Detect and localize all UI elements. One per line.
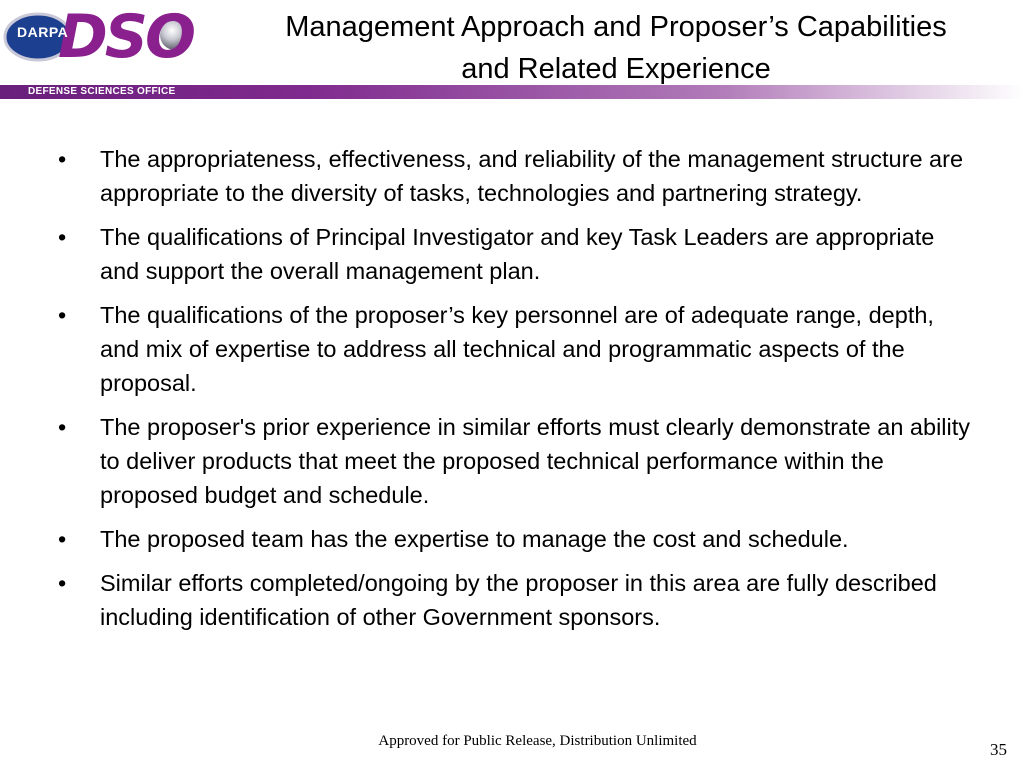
- bullet-text: The qualifications of Principal Investigator and key Task Leaders are appropriate and support the overall management plan.: [100, 224, 935, 284]
- bullet-mark: •: [58, 414, 67, 440]
- bullet-text: The appropriateness, effectiveness, and reliability of the management structure are appropriate to the diversity of tasks, technologies and partnering strategy.: [100, 146, 964, 206]
- bullet-mark: •: [58, 146, 67, 172]
- bullet-mark: •: [58, 224, 67, 250]
- bullet-item: [56, 142, 976, 210]
- bullet-mark: •: [58, 526, 67, 552]
- bullet-item: [56, 298, 976, 400]
- dso-letters: DSO: [58, 2, 194, 72]
- title-line-2: and Related Experience: [461, 53, 771, 85]
- bullet-item: [56, 220, 976, 288]
- bullet-item: [56, 566, 976, 634]
- bullet-mark: •: [58, 302, 67, 328]
- bullet-item: [56, 410, 976, 512]
- office-name: DEFENSE SCIENCES OFFICE: [28, 86, 176, 97]
- slide-title: [218, 6, 1014, 90]
- bullet-list: [56, 142, 976, 644]
- bullet-text: The qualifications of the proposer’s key personnel are of adequate range, depth, and mix of expertise to address all technical and programmatic aspects of the proposal.: [100, 302, 934, 396]
- bullet-item: [56, 522, 976, 556]
- page-number: 35: [990, 740, 1007, 759]
- title-line-1: Management Approach and Proposer’s Capabilities: [285, 11, 947, 43]
- bullet-mark: •: [58, 570, 67, 596]
- bullet-text: The proposer's prior experience in similar efforts must clearly demonstrate an ability to deliver products that meet the proposed technical performance within the proposed budget and schedule.: [100, 414, 971, 508]
- bullet-text: Similar efforts completed/ongoing by the proposer in this area are fully described including identification of other Government sponsors.: [100, 570, 937, 630]
- release-note: Approved for Public Release, Distribution Unlimited: [378, 733, 697, 749]
- bullet-text: The proposed team has the expertise to manage the cost and schedule.: [100, 526, 849, 552]
- darpa-badge: DARPA: [17, 24, 69, 40]
